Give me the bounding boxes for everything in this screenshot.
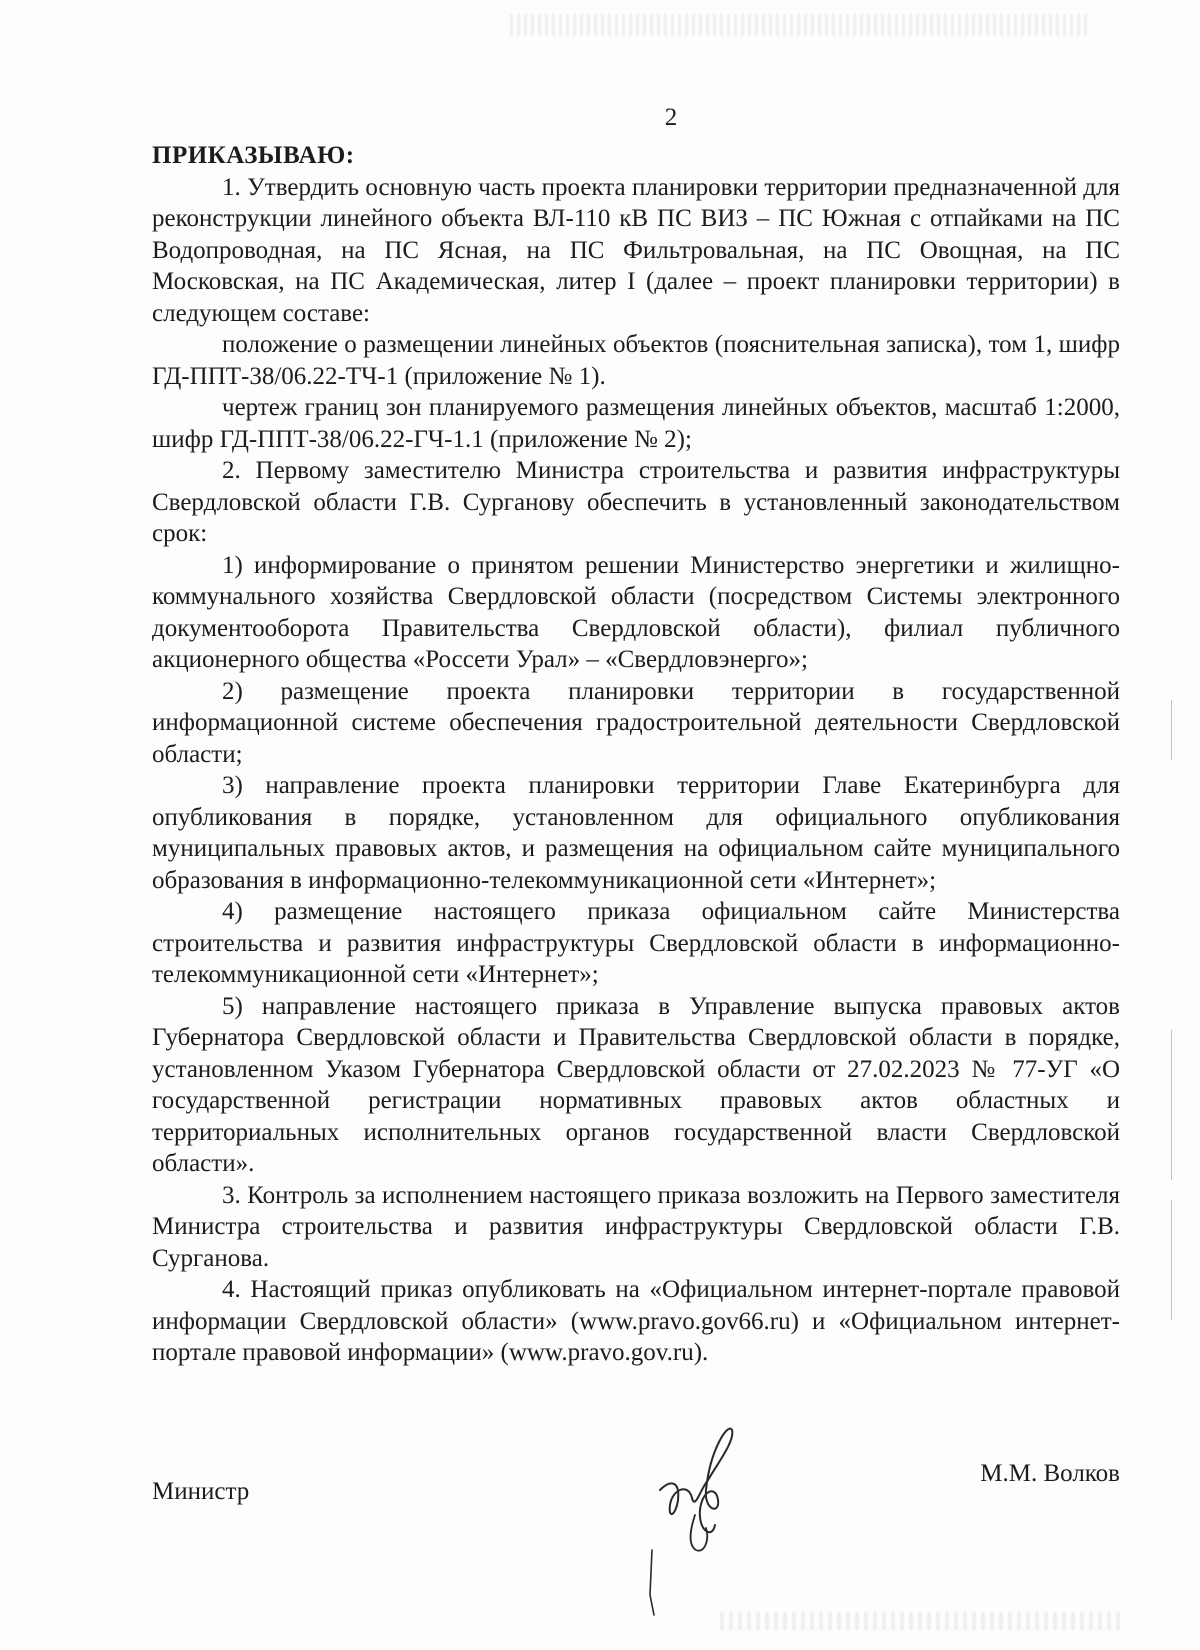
paragraph: 3. Контроль за исполнением настоящего приказа возложить на Первого заместителя Министра строительства и развития инфраструктуры Свердловской области Г.В. Сурганова. [152,1181,1120,1272]
order-heading: ПРИКАЗЫВАЮ: [152,142,355,169]
paragraph: 4) размещение настоящего приказа официальном сайте Министерства строительства и развития инфраструктуры Свердловской области в информационно-телекоммуникационной сети «Интернет»; [152,898,1120,988]
signature-block [152,1460,1120,1518]
scan-edge-line [1171,1200,1172,1320]
page-number: 2 [664,104,678,131]
paragraph: 2. Первому заместителю Министра строительства и развития инфраструктуры Свердловской области Г.В. Сурганову обеспечить в установленный законодательством срок: [152,457,1120,547]
scan-edge-line [1171,1030,1172,1180]
paragraph: 2) размещение проекта планировки территории в государственной информационной системе обеспечения градостроительной деятельности Свердловской области; [152,677,1120,768]
handwritten-signature [640,1420,760,1630]
paragraph: 1. Утвердить основную часть проекта планировки территории предназначенной для реконструкции линейного объекта ВЛ-110 кВ ПС ВИЗ – ПС Южная с отпайками на ПС Водопроводная, на ПС Ясная, на ПС Фильтровальная, на ПС Овощная, на ПС Московская, на ПС Академическая, литер I (далее – проект планировки территории) в следующем составе: [152,173,1120,327]
paragraph: 3) направление проекта планировки территории Главе Екатеринбурга для опубликования в порядке, установленном для официального опубликования муниципальных правовых актов, и размещения на официальном сайте муниципального образования в информационно-телекоммуникационной сети «Интернет»; [152,772,1120,894]
scan-artifact [510,14,1090,36]
scan-edge-line [1171,700,1172,760]
paragraph: 5) направление настоящего приказа в Управление выпуска правовых актов Губернатора Свердловской области и Правительства Свердловской области в порядке, установленном Указом Губернатора Свердловской области от 27.02.2023 № 77-УГ «О государственной регистрации нормативных правовых актов областных и территориальных исполнительных органов государственной власти Свердловской области». [152,992,1120,1177]
paragraph: 4. Настоящий приказ опубликовать на «Официальном интернет-портале правовой информации Свердловской области» (www.pravo.gov66.ru) и «Официальном интернет-портале правовой информации» (www.pravo.gov.ru). [152,1276,1120,1366]
paragraph: 1) информирование о принятом решении Министерство энергетики и жилищно-коммунального хозяйства Свердловской области (посредством Системы электронного документооборота Правительства Свердловской области), филиал публичного акционерного общества «Россети Урал» – «Свердловэнерго»; [152,551,1120,673]
scan-artifact [720,1612,1120,1630]
signatory-title: Министр [152,1478,250,1505]
paragraph: чертеж границ зон планируемого размещения линейных объектов, масштаб 1:2000, шифр ГД-ППТ-38/06.22-ГЧ-1.1 (приложение № 2); [152,394,1120,453]
signatory-name: М.М. Волков [980,1460,1120,1487]
document-body [152,140,1120,1369]
paragraph: положение о размещении линейных объектов (пояснительная записка), том 1, шифр ГД-ППТ-38/06.22-ТЧ-1 (приложение № 1). [152,331,1120,390]
